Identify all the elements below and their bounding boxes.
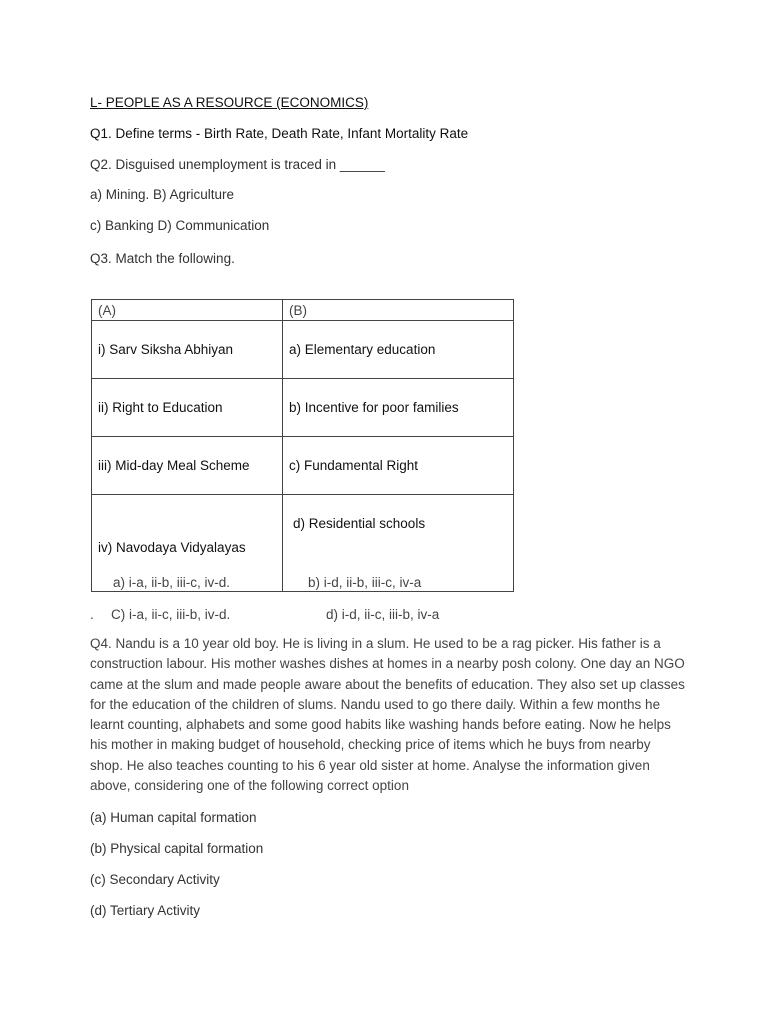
question-1: Q1. Define terms - Birth Rate, Death Rate, Infant Mortality Rate — [90, 126, 469, 141]
column-b-cell: a) Elementary education — [283, 321, 514, 379]
question-4-option-c: (c) Secondary Activity — [90, 872, 220, 887]
table-row — [92, 379, 514, 437]
table-row — [92, 437, 514, 495]
page-heading: L- PEOPLE AS A RESOURCE (ECONOMICS) — [90, 95, 369, 110]
question-3-option-b: b) i-d, ii-b, iii-c, iv-a — [308, 575, 422, 590]
question-2: Q2. Disguised unemployment is traced in ______ — [90, 157, 385, 172]
column-b-cell: c) Fundamental Right — [283, 437, 514, 495]
column-b-cell: b) Incentive for poor families — [283, 379, 514, 437]
question-4-option-b: (b) Physical capital formation — [90, 841, 264, 856]
table-row — [92, 321, 514, 379]
question-4-option-d: (d) Tertiary Activity — [90, 903, 201, 918]
question-4: Q4. Nandu is a 10 year old boy. He is living in a slum. He used to be a rag picker. His father is a construction labour. His mother washes dishes at homes in a nearby posh colony. One day an NGO came at the slum and made people aware about the benefits of education. They also set up classes for the education of the children of slums. Nandu used to go there daily. Within a few months he learnt counting, alphabets and some good habits like washing hands before eating. Now he helps his mother in making budget of household, checking price of items which he buys from nearby shop. He also teaches counting to his 6 year old sister at home. Analyse the information given above, considering one of the following correct option — [90, 636, 685, 794]
question-3: Q3. Match the following. — [90, 251, 235, 266]
match-table — [91, 299, 514, 592]
column-a-cell: i) Sarv Siksha Abhiyan — [92, 321, 283, 379]
column-b-cell: d) Residential schools — [283, 495, 514, 592]
question-3-option-d: d) i-d, ii-c, iii-b, iv-a — [326, 607, 440, 622]
question-3-option-c-prefix: . — [90, 607, 94, 622]
column-b-header: (B) — [283, 300, 514, 321]
column-a-cell: ii) Right to Education — [92, 379, 283, 437]
question-3-option-a: a) i-a, ii-b, iii-c, iv-d. — [113, 575, 231, 590]
question-3-option-c: C) i-a, ii-c, iii-b, iv-d. — [111, 607, 231, 622]
column-a-header: (A) — [92, 300, 283, 321]
question-4-option-a: (a) Human capital formation — [90, 810, 257, 825]
question-2-options-line-2: c) Banking D) Communication — [90, 218, 270, 233]
match-table-header — [92, 300, 514, 321]
column-a-cell: iv) Navodaya Vidyalayas — [92, 495, 283, 592]
column-a-cell: iii) Mid-day Meal Scheme — [92, 437, 283, 495]
question-2-options-line-1: a) Mining. B) Agriculture — [90, 187, 235, 202]
